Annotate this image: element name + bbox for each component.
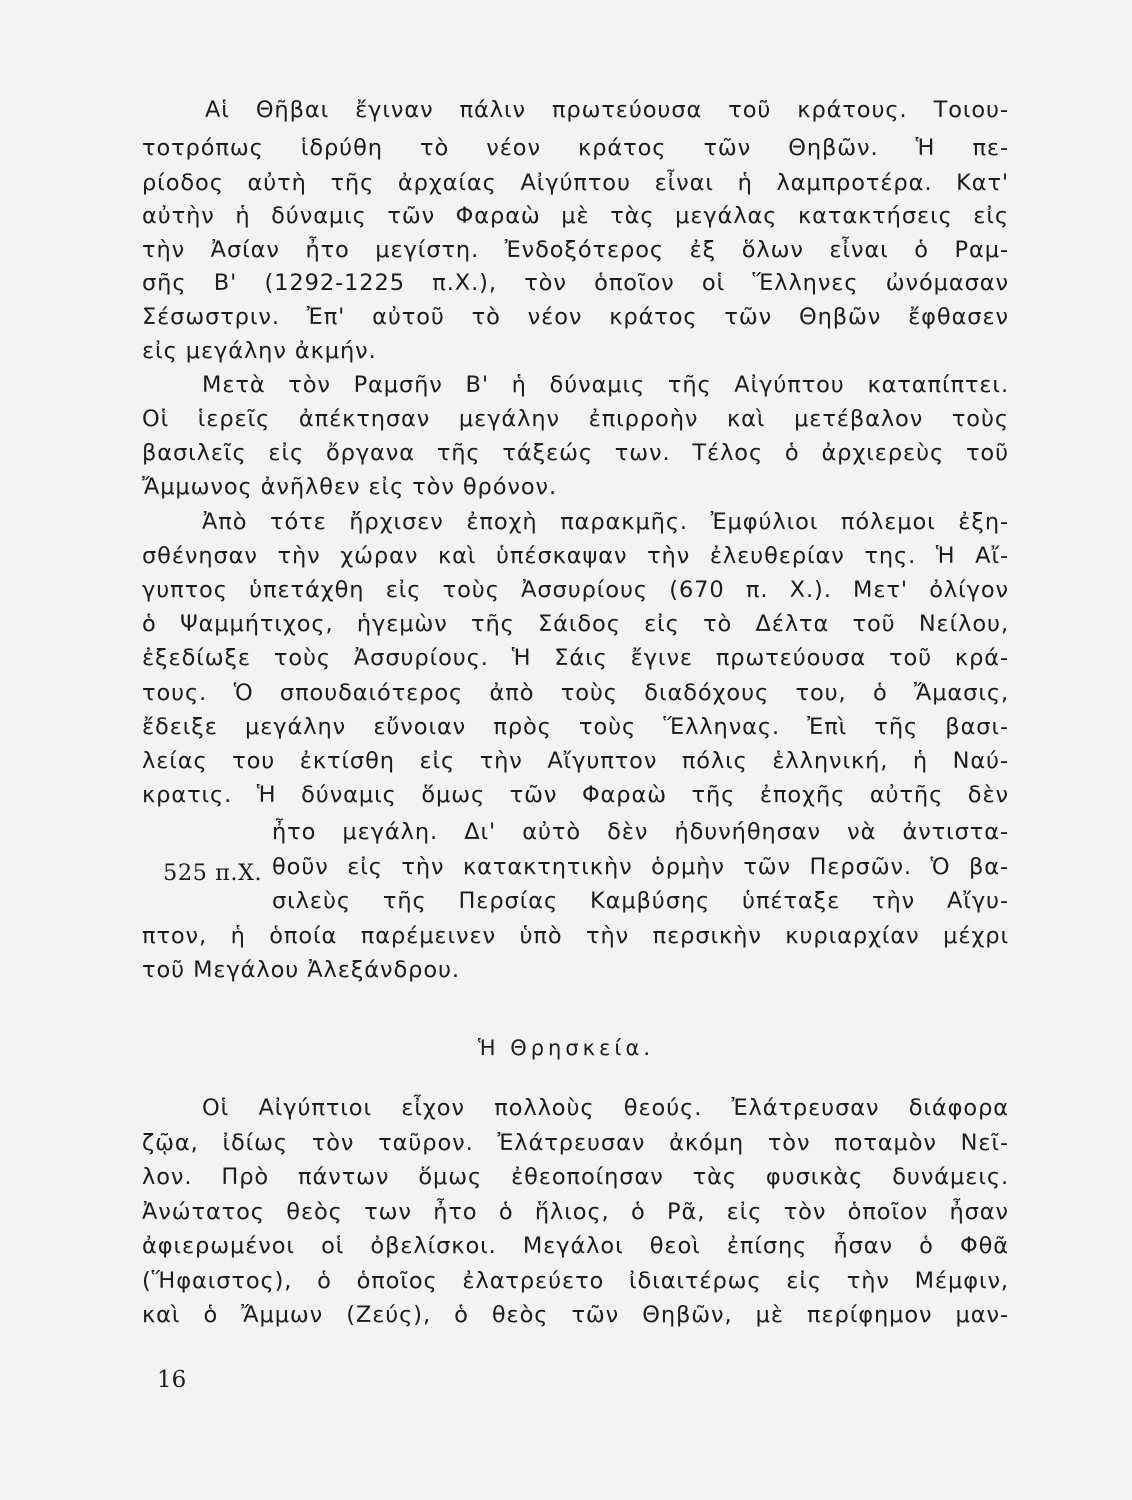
text-line: ἐξεδίωξε τοὺς Ἀσσυρίους. Ἡ Σάις ἔγινε πρωτεύουσα τοῦ κρά- bbox=[142, 645, 1009, 671]
text-line: Ἄμμωνος ἀνῆλθεν εἰς τὸν θρόνον. bbox=[142, 474, 558, 500]
text-line: ἔδειξε μεγάλην εὔνοιαν πρὸς τοὺς Ἕλληνας. Ἐπὶ τῆς βασι- bbox=[142, 714, 1009, 740]
text-line: ἀφιερωμένοι οἱ ὀβελίσκοι. Μεγάλοι θεοὶ ἐπίσης ἦσαν ὁ Φθᾶ bbox=[142, 1233, 1009, 1259]
margin-date-note: 525 π.Χ. bbox=[163, 860, 263, 886]
text-line: Σέσωστριν. Ἐπ' αὐτοῦ τὸ νέον κράτος τῶν Θηβῶν ἔφθασεν bbox=[142, 304, 1009, 330]
section-heading: Ἡ Θρησκεία. bbox=[477, 1036, 655, 1060]
text-line: λείας του ἐκτίσθη εἰς τὴν Αἴγυπτον πόλις ἑλληνική, ἡ Ναύ- bbox=[142, 748, 1009, 774]
text-line: κρατις. Ἡ δύναμις ὅμως τῶν Φαραὼ τῆς ἐποχῆς αὐτῆς δὲν bbox=[142, 782, 1009, 808]
page-number: 16 bbox=[157, 1367, 187, 1393]
text-line: Οἱ ἱερεῖς ἀπέκτησαν μεγάλην ἐπιρροὴν καὶ μετέβαλον τοὺς bbox=[142, 406, 1009, 432]
text-line: αὐτὴν ἡ δύναμις τῶν Φαραὼ μὲ τὰς μεγάλας κατακτήσεις εἰς bbox=[142, 203, 1009, 229]
text-line: ρίοδος αὐτὴ τῆς ἀρχαίας Αἰγύπτου εἶναι ἡ λαμπροτέρα. Κατ' bbox=[142, 170, 1009, 196]
text-line: εἰς μεγάλην ἀκμήν. bbox=[142, 338, 377, 364]
text-line: λον. Πρὸ πάντων ὅμως ἐθεοποίησαν τὰς φυσικὰς δυνάμεις. bbox=[142, 1164, 1009, 1190]
text-line: βασιλεῖς εἰς ὄργανα τῆς τάξεώς των. Τέλος ὁ ἀρχιερεὺς τοῦ bbox=[142, 440, 1009, 466]
text-line: Μετὰ τὸν Ραμσῆν Β' ἡ δύναμις τῆς Αἰγύπτου καταπίπτει. bbox=[202, 372, 1009, 398]
text-line: ἦτο μεγάλη. Δι' αὐτὸ δὲν ἠδυνήθησαν νὰ ἀντιστα- bbox=[272, 819, 1009, 845]
text-line: τοτρόπως ἱδρύθη τὸ νέον κράτος τῶν Θηβῶν. Ἡ πε- bbox=[142, 135, 1009, 161]
text-line: γυπτος ὑπετάχθη εἰς τοὺς Ἀσσυρίους (670 π. Χ.). Μετ' ὀλίγον bbox=[142, 577, 1009, 603]
text-line: τὴν Ἀσίαν ἦτο μεγίστη. Ἐνδοξότερος ἐξ ὅλων εἶναι ὁ Ραμ- bbox=[142, 237, 1009, 263]
text-line: τοῦ Μεγάλου Ἀλεξάνδρου. bbox=[142, 957, 460, 983]
text-line: καὶ ὁ Ἄμμων (Ζεύς), ὁ θεὸς τῶν Θηβῶν, μὲ περίφημον μαν- bbox=[142, 1302, 1009, 1328]
text-line: σθένησαν τὴν χώραν καὶ ὑπέσκαψαν τὴν ἐλευθερίαν της. Ἡ Αἴ- bbox=[142, 543, 1009, 569]
text-line: θοῦν εἰς τὴν κατακτητικὴν ὁρμὴν τῶν Περσῶν. Ὁ βα- bbox=[272, 854, 1009, 880]
text-line: Ἀπὸ τότε ἤρχισεν ἐποχὴ παρακμῆς. Ἐμφύλιοι πόλεμοι ἐξη- bbox=[202, 509, 1009, 535]
text-line: σῆς Β' (1292-1225 π.Χ.), τὸν ὁποῖον οἱ Ἕλληνες ὠνόμασαν bbox=[142, 270, 1009, 296]
text-line: τους. Ὁ σπουδαιότερος ἀπὸ τοὺς διαδόχους του, ὁ Ἄμασις, bbox=[142, 680, 1009, 706]
text-line: Οἱ Αἰγύπτιοι εἶχον πολλοὺς θεούς. Ἐλάτρευσαν διάφορα bbox=[202, 1095, 1009, 1121]
text-line: (Ἥφαιστος), ὁ ὁποῖος ἐλατρεύετο ἰδιαιτέρως εἰς τὴν Μέμφιν, bbox=[142, 1268, 1009, 1294]
text-line: Αἱ Θῆβαι ἔγιναν πάλιν πρωτεύουσα τοῦ κράτους. Τοιου- bbox=[205, 97, 1009, 123]
text-line: ὁ Ψαμμήτιχος, ἡγεμὼν τῆς Σάιδος εἰς τὸ Δέλτα τοῦ Νείλου, bbox=[142, 611, 1009, 637]
text-line: σιλεὺς τῆς Περσίας Καμβύσης ὑπέταξε τὴν Αἴγυ- bbox=[272, 888, 1009, 914]
text-line: ζῷα, ἰδίως τὸν ταῦρον. Ἐλάτρευσαν ἀκόμη τὸν ποταμὸν Νεῖ- bbox=[142, 1130, 1009, 1156]
text-line: Ἀνώτατος θεὸς των ἦτο ὁ ἥλιος, ὁ Ρᾶ, εἰς τὸν ὁποῖον ἦσαν bbox=[142, 1199, 1009, 1225]
text-line: πτον, ἡ ὁποία παρέμεινεν ὑπὸ τὴν περσικὴν κυριαρχίαν μέχρι bbox=[142, 923, 1009, 949]
